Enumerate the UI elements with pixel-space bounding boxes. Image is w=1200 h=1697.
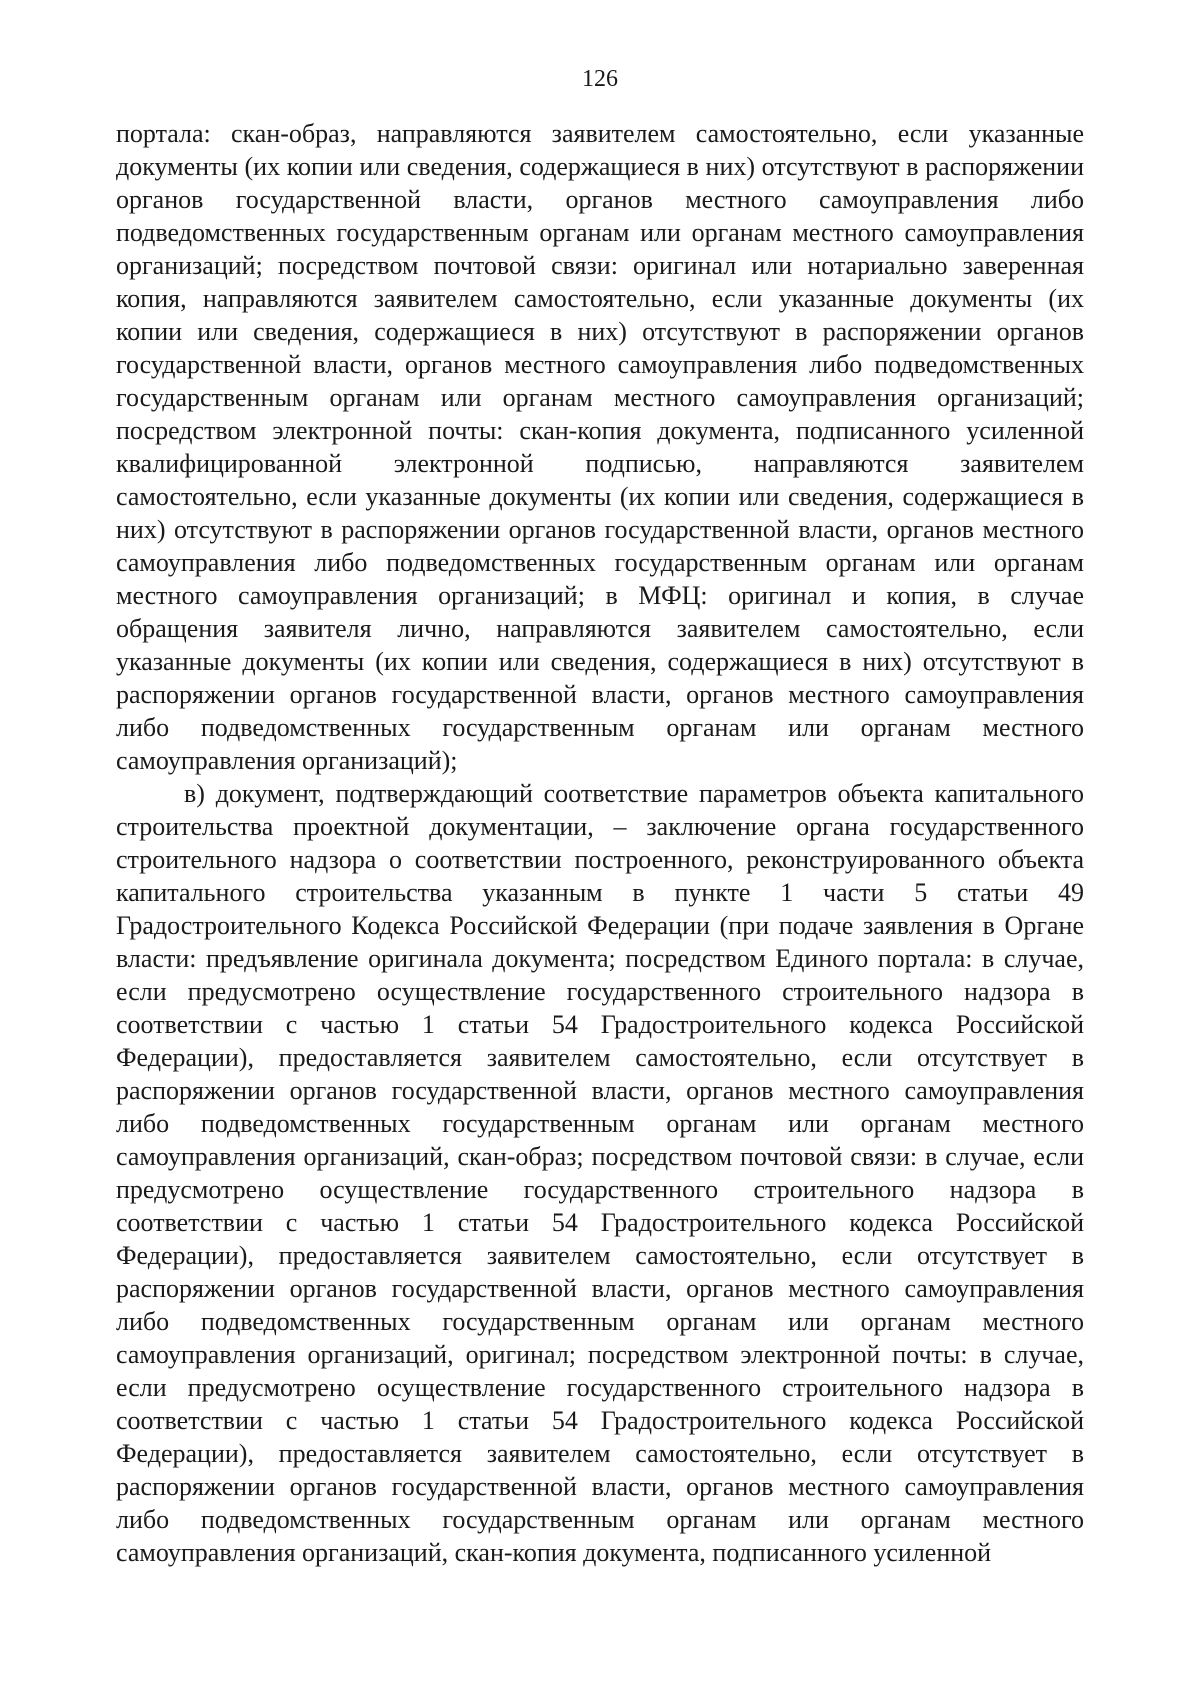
paragraph-item-v: в) документ, подтверждающий соответствие параметров объекта капитального строительства проектной документации, – заключение органа государственного строительного надзора о соответствии построенного, реконструированного объекта капитального строительства указанным в пункте 1 части 5 статьи 49 Градостроительного Кодекса Российской Федерации (при подаче заявления в Органе власти: предъявление оригинала документа; посредством Единого портала: в случае, если предусмотрено осуществление государственного строительного надзора в соответствии с частью 1 статьи 54 Градостроительного кодекса Российской Федерации), предоставляется заявителем самостоятельно, если отсутствует в распоряжении органов государственной власти, органов местного самоуправления либо подведомственных государственным органам или органам местного самоуправления организаций, скан-образ; посредством почтовой связи: в случае, если предусмотрено осуществление государственного строительного надзора в соответствии с частью 1 статьи 54 Градостроительного кодекса Российской Федерации), предоставляется заявителем самостоятельно, если отсутствует в распоряжении органов государственной власти, органов местного самоуправления либо подведомственных государственным органам или органам местного самоуправления организаций, оригинал; посредством электронной почты: в случае, если предусмотрено осуществление государственного строительного надзора в соответствии с частью 1 статьи 54 Градостроительного кодекса Российской Федерации), предоставляется заявителем самостоятельно, если отсутствует в распоряжении органов государственной власти, органов местного самоуправления либо подведомственных государственным органам или органам местного самоуправления организаций, скан-копия документа, подписанного усиленной xyxy=(116,779,1084,1567)
paragraph-continuation: портала: скан-образ, направляются заявителем самостоятельно, если указанные документы (их копии или сведения, содержащиеся в них) отсутствуют в распоряжении органов государственной власти, органов местного самоуправления либо подведомственных государственным органам или органам местного самоуправления организаций; посредством почтовой связи: оригинал или нотариально заверенная копия, направляются заявителем самостоятельно, если указанные документы (их копии или сведения, содержащиеся в них) отсутствуют в распоряжении органов государственной власти, органов местного самоуправления либо подведомственных государственным органам или органам местного самоуправления организаций; посредством электронной почты: скан-копия документа, подписанного усиленной квалифицированной электронной подписью, направляются заявителем самостоятельно, если указанные документы (их копии или сведения, содержащиеся в них) отсутствуют в распоряжении органов государственной власти, органов местного самоуправления либо подведомственных государственным органам или органам местного самоуправления организаций; в МФЦ: оригинал и копия, в случае обращения заявителя лично, направляются заявителем самостоятельно, если указанные документы (их копии или сведения, содержащиеся в них) отсутствуют в распоряжении органов государственной власти, органов местного самоуправления либо подведомственных государственным органам или органам местного самоуправления организаций); xyxy=(116,119,1084,775)
document-body xyxy=(116,117,1084,1569)
page-number: 126 xyxy=(582,66,618,92)
